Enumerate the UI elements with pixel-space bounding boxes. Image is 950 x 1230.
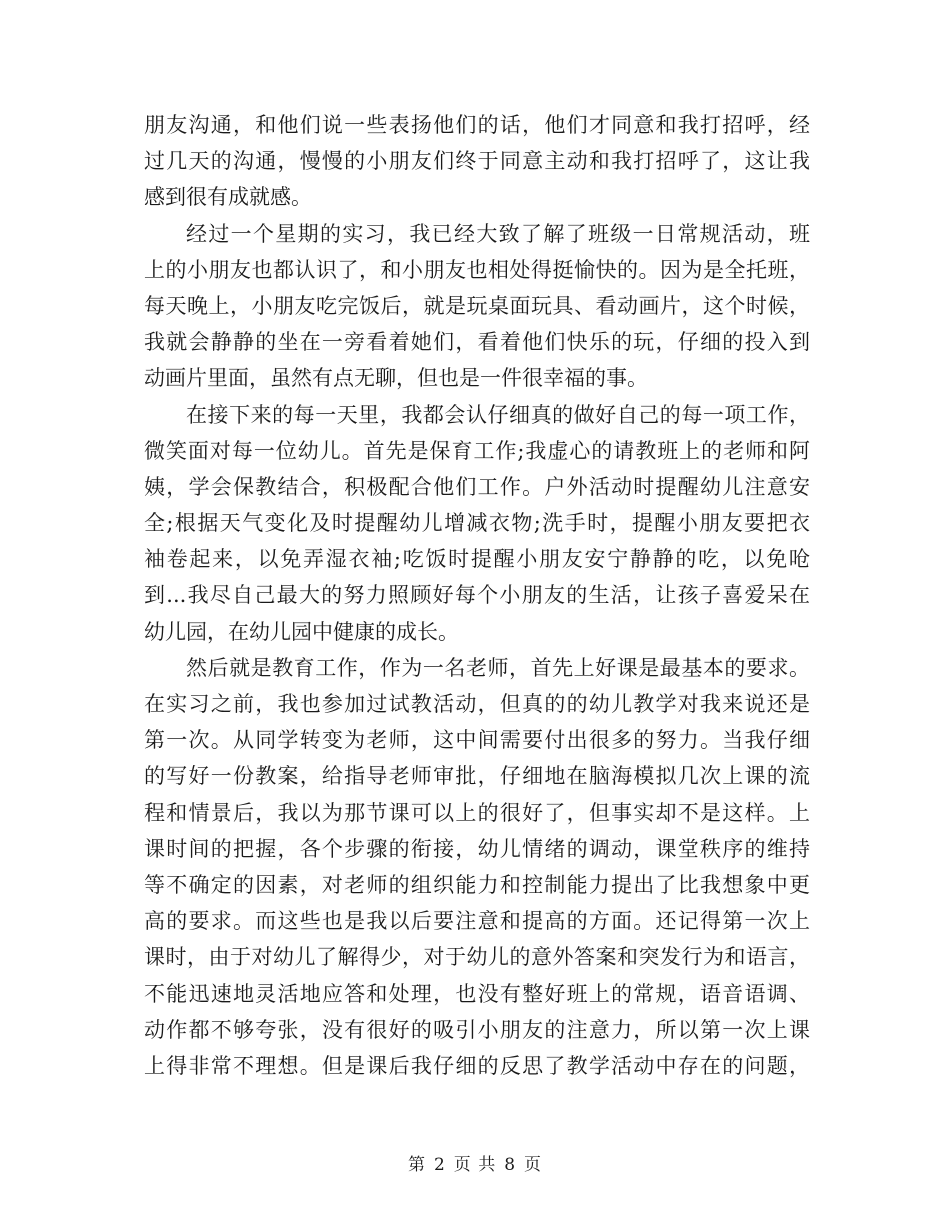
text-line: 每天晚上，小朋友吃完饭后，就是玩桌面玩具、看动画片，这个时候， [144, 293, 810, 318]
text-line: 在实习之前，我也参加过试教活动，但真的的幼儿教学对我来说还是 [144, 692, 810, 716]
text-line: 袖卷起来，以免弄湿衣袖;吃饭时提醒小朋友安宁静静的吃，以免呛 [144, 547, 810, 572]
footer-prefix: 第 [407, 1155, 426, 1175]
text-line: 上得非常不理想。但是课后我仔细的反思了教学活动中存在的问题， [144, 1053, 810, 1078]
text-line: 程和情景后，我以为那节课可以上的很好了，但事实却不是这样。上 [144, 800, 810, 825]
body-text [144, 107, 810, 1084]
text-line: 在接下来的每一天里，我都会认仔细真的做好自己的每一项工作， [186, 402, 810, 427]
text-line: 然后就是教育工作，作为一名老师，首先上好课是最基本的要求。 [186, 655, 810, 680]
footer-mid: 页 共 [453, 1155, 497, 1175]
footer-suffix: 页 [524, 1155, 543, 1175]
page-footer [0, 1150, 950, 1175]
text-line: 上的小朋友也都认识了，和小朋友也相处得挺愉快的。因为是全托班， [144, 257, 810, 282]
total-pages: 8 [504, 1155, 517, 1175]
text-line: 动作都不够夸张，没有很好的吸引小朋友的注意力，所以第一次上课 [144, 1017, 810, 1042]
text-line: 第一次。从同学转变为老师，这中间需要付出很多的努力。当我仔细 [144, 728, 810, 753]
text-line: 我就会静静的坐在一旁看着她们，看着他们快乐的玩，仔细的投入到 [144, 330, 810, 355]
text-line: 感到很有成就感。 [144, 185, 312, 210]
text-line: 课时，由于对幼儿了解得少，对于幼儿的意外答案和突发行为和语言， [144, 945, 810, 970]
text-line: 全;根据天气变化及时提醒幼儿增减衣物;洗手时，提醒小朋友要把衣 [144, 511, 810, 536]
text-line: 的写好一份教案，给指导老师审批，仔细地在脑海模拟几次上课的流 [144, 764, 810, 789]
text-line: 课时间的把握，各个步骤的衔接，幼儿情绪的调动，课堂秩序的维持 [144, 836, 810, 861]
text-line: 幼儿园，在幼儿园中健康的成长。 [144, 619, 459, 644]
text-line: 不能迅速地灵活地应答和处理，也没有整好班上的常规，语音语调、 [144, 981, 810, 1006]
text-line: 动画片里面，虽然有点无聊，但也是一件很幸福的事。 [144, 366, 648, 391]
text-line: 高的要求。而这些也是我以后要注意和提高的方面。还记得第一次上 [144, 909, 810, 934]
text-line: 经过一个星期的实习，我已经大致了解了班级一日常规活动，班 [186, 221, 810, 246]
page-number: 2 [433, 1155, 446, 1175]
text-line: 微笑面对每一位幼儿。首先是保育工作;我虚心的请教班上的老师和阿 [144, 438, 810, 463]
text-line: 等不确定的因素，对老师的组织能力和控制能力提出了比我想象中更 [144, 872, 810, 897]
text-line: 过几天的沟通，慢慢的小朋友们终于同意主动和我打招呼了，这让我 [144, 149, 810, 174]
text-line: 到...我尽自己最大的努力照顾好每个小朋友的生活，让孩子喜爱呆在 [144, 583, 810, 608]
text-line: 姨，学会保教结合，积极配合他们工作。户外活动时提醒幼儿注意安 [144, 474, 810, 499]
text-line: 朋友沟通，和他们说一些表扬他们的话，他们才同意和我打招呼，经 [144, 113, 810, 137]
